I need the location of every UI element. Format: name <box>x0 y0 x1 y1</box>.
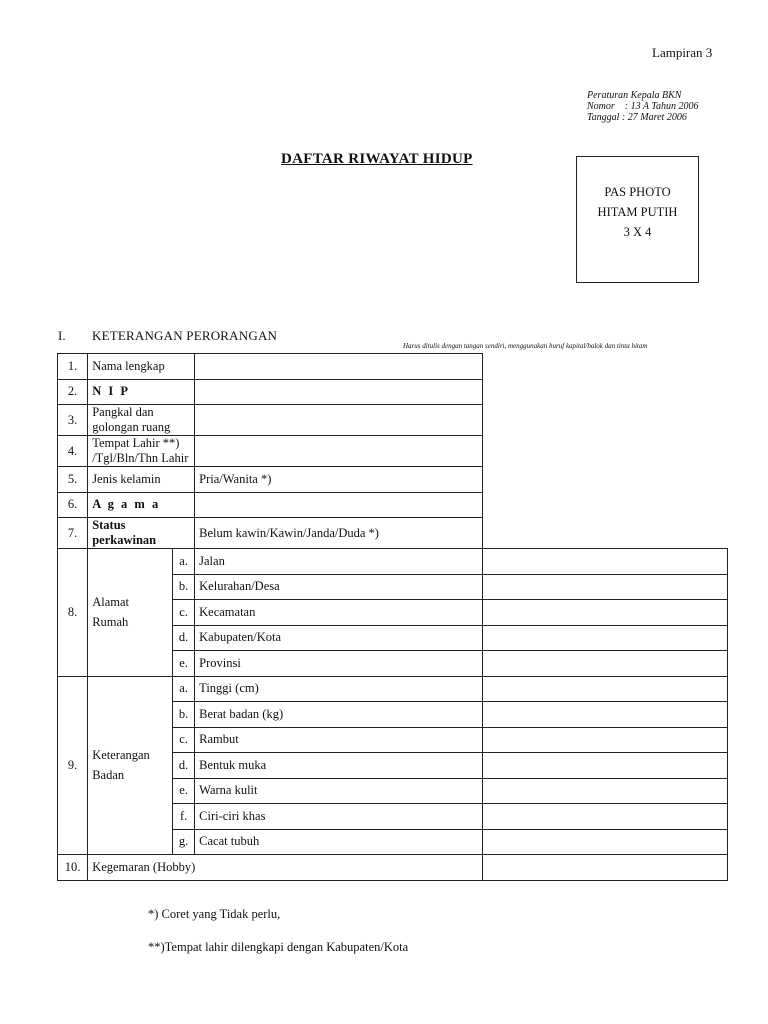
regulation-line: Peraturan Kepala BKN <box>587 90 682 101</box>
photo-text: 3 X 4 <box>623 225 652 239</box>
row-number: 6. <box>58 492 88 518</box>
row-label-line: Badan <box>92 768 125 783</box>
row-number: 10. <box>58 855 88 881</box>
personal-info-table <box>57 353 728 881</box>
rank-field[interactable] <box>195 405 483 436</box>
sub-label: Tinggi (cm) <box>195 676 483 702</box>
row-label: Status perkawinan <box>88 518 195 549</box>
row-number: 8. <box>58 549 88 677</box>
document-title: DAFTAR RIWAYAT HIDUP <box>281 151 473 167</box>
row-label: Jenis kelamin <box>88 467 195 493</box>
physical-field[interactable] <box>483 753 728 779</box>
table-row <box>58 467 728 493</box>
row-label: N I P <box>88 379 195 405</box>
regulation-reference <box>587 90 699 123</box>
row-label-line: Keterangan <box>92 748 150 763</box>
table-row <box>58 855 728 881</box>
physical-field[interactable] <box>483 676 728 702</box>
birth-field[interactable] <box>195 436 483 467</box>
row-label: Pangkal dan golongan ruang <box>88 405 195 436</box>
sub-letter: f. <box>173 804 195 830</box>
photo-text: HITAM PUTIH <box>597 205 678 219</box>
row-label: Alamat Rumah <box>88 549 173 677</box>
sub-label: Berat badan (kg) <box>195 702 483 728</box>
physical-field[interactable] <box>483 702 728 728</box>
sub-label: Provinsi <box>195 651 483 677</box>
name-field[interactable] <box>195 354 483 380</box>
physical-field[interactable] <box>483 804 728 830</box>
table-row <box>58 492 728 518</box>
table-row <box>58 405 728 436</box>
row-number: 4. <box>58 436 88 467</box>
physical-field[interactable] <box>483 778 728 804</box>
table-row <box>58 379 728 405</box>
row-number: 3. <box>58 405 88 436</box>
address-field[interactable] <box>483 651 728 677</box>
sub-letter: e. <box>173 778 195 804</box>
nip-field[interactable] <box>195 379 483 405</box>
sub-label: Rambut <box>195 727 483 753</box>
sub-letter: a. <box>173 676 195 702</box>
gender-field[interactable]: Pria/Wanita *) <box>195 467 483 493</box>
row-label: Kegemaran (Hobby) <box>88 855 483 881</box>
row-label <box>88 676 173 855</box>
sub-label: Kabupaten/Kota <box>195 625 483 651</box>
marital-status-field[interactable]: Belum kawin/Kawin/Janda/Duda *) <box>195 518 483 549</box>
sub-label: Bentuk muka <box>195 753 483 779</box>
sub-letter: b. <box>173 574 195 600</box>
row-number: 7. <box>58 518 88 549</box>
sub-label: Kelurahan/Desa <box>195 574 483 600</box>
sub-letter: c. <box>173 600 195 626</box>
sub-letter: b. <box>173 702 195 728</box>
sub-letter: d. <box>173 625 195 651</box>
sub-label: Warna kulit <box>195 778 483 804</box>
regulation-line: Nomor : 13 A Tahun 2006 <box>587 101 699 112</box>
sub-label: Cacat tubuh <box>195 829 483 855</box>
religion-field[interactable] <box>195 492 483 518</box>
footnote: *) Coret yang Tidak perlu, <box>148 907 281 921</box>
sub-label: Kecamatan <box>195 600 483 626</box>
sub-letter: e. <box>173 651 195 677</box>
table-row <box>58 436 728 467</box>
address-field[interactable] <box>483 574 728 600</box>
section-title: KETERANGAN PERORANGAN <box>92 328 278 343</box>
physical-field[interactable] <box>483 727 728 753</box>
lampiran-label: Lampiran 3 <box>652 45 713 60</box>
table-row <box>58 549 728 575</box>
photo-placeholder-box <box>576 156 699 283</box>
row-number: 9. <box>58 676 88 855</box>
row-label: Nama lengkap <box>88 354 195 380</box>
regulation-line: Tanggal : 27 Maret 2006 <box>587 112 687 123</box>
sub-label: Ciri-ciri khas <box>195 804 483 830</box>
sub-letter: d. <box>173 753 195 779</box>
hobby-field[interactable] <box>483 855 728 881</box>
sub-letter: a. <box>173 549 195 575</box>
sub-letter: g. <box>173 829 195 855</box>
table-row <box>58 518 728 549</box>
row-number: 1. <box>58 354 88 380</box>
footnote: **)Tempat lahir dilengkapi dengan Kabupaten/Kota <box>148 940 409 954</box>
instruction-note: Harus ditulis dengan tangan sendiri, menggunakan huruf kapital/balok dan tinta hitam <box>403 342 648 350</box>
address-field[interactable] <box>483 600 728 626</box>
address-field[interactable] <box>483 549 728 575</box>
section-number: I. <box>58 328 66 343</box>
row-label: Tempat Lahir **) /Tgl/Bln/Thn Lahir <box>88 436 195 467</box>
sub-label: Jalan <box>195 549 483 575</box>
photo-text: PAS PHOTO <box>604 185 671 199</box>
sub-letter: c. <box>173 727 195 753</box>
row-label: A g a m a <box>88 492 195 518</box>
physical-field[interactable] <box>483 829 728 855</box>
table-row <box>58 676 728 702</box>
address-field[interactable] <box>483 625 728 651</box>
table-row <box>58 354 728 380</box>
row-number: 5. <box>58 467 88 493</box>
row-number: 2. <box>58 379 88 405</box>
